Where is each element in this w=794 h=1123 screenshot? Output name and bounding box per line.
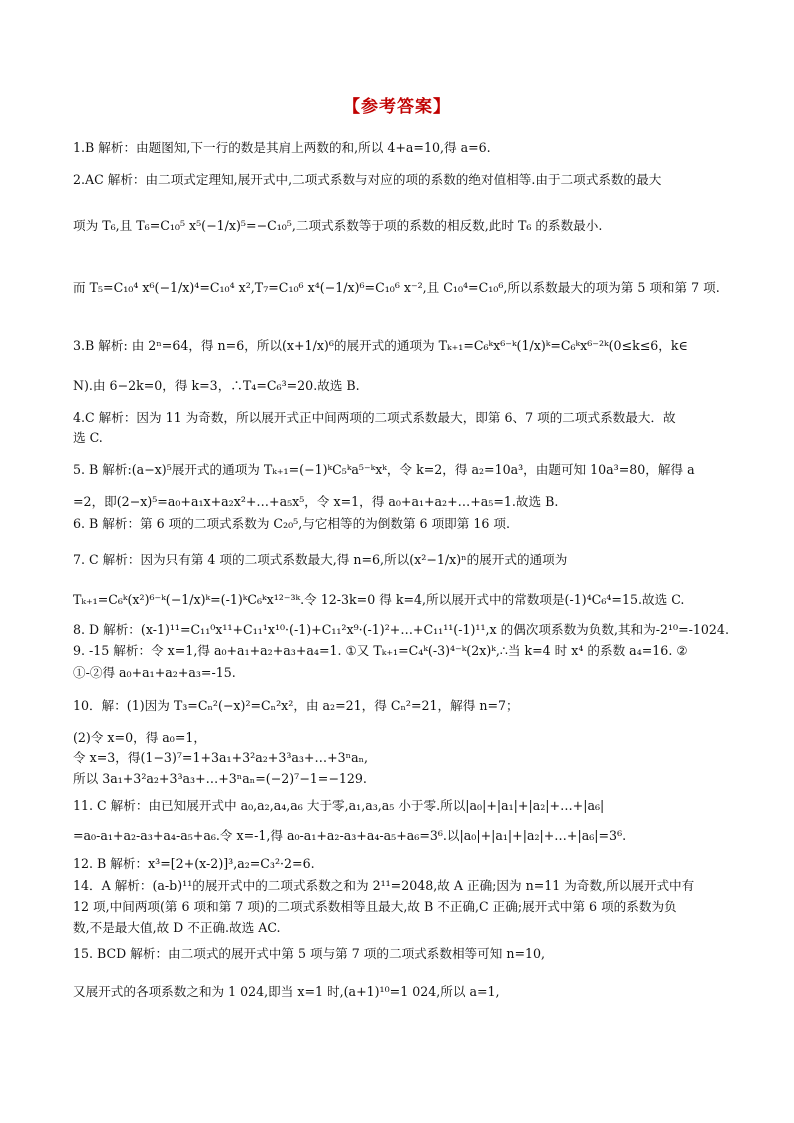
answer-15-line-1: 15. BCD 解析：由二项式的展开式中第 5 项与第 7 项的二项式系数相等可知 n=10, [73, 946, 546, 961]
answer-9-line-2: ①-②得 a₀+a₁+a₂+a₃=-15. [73, 665, 236, 680]
answer-3-line-1: 3.B 解析: 由 2ⁿ=64，得 n=6，所以(x+1/x)⁶的展开式的通项为 Tₖ₊₁=C₆ᵏx⁶⁻ᵏ(1/x)ᵏ=C₆ᵏx⁶⁻²ᵏ(0≤k≤6，k∈ [73, 338, 688, 353]
answer-14-line-1: 14．A 解析：(a-b)¹¹的展开式中的二项式系数之和为 2¹¹=2048,故 A 正确;因为 n=11 为奇数,所以展开式中有 [73, 878, 695, 893]
answer-6-line: 6. B 解析：第 6 项的二项式系数为 C₂₀⁵,与它相等的为倒数第 6 项即第 16 项. [73, 516, 510, 531]
answer-11-line-2: =a₀-a₁+a₂-a₃+a₄-a₅+a₆.令 x=-1,得 a₀-a₁+a₂-a₃+a₄-a₅+a₆=3⁶.以|a₀|+|a₁|+|a₂|+…+|a₆|=3⁶. [73, 828, 627, 843]
answer-8-line: 8. D 解析：(x-1)¹¹=C₁₁⁰x¹¹+C₁₁¹x¹⁰·(-1)+C₁₁²x⁹·(-1)²+…+C₁₁¹¹(-1)¹¹,x 的偶次项系数为负数,其和为-2¹⁰=-1024. [73, 622, 729, 637]
answer-10-line-3: 令 x=3，得(1−3)⁷=1+3a₁+3²a₂+3³a₃+…+3ⁿaₙ, [73, 750, 369, 765]
answer-14-line-2: 12 项,中间两项(第 6 项和第 7 项)的二项式系数相等且最大,故 B 不正确,C 正确;展开式中第 6 项的系数为负 [73, 899, 677, 914]
answer-15-line-2: 又展开式的各项系数之和为 1 024,即当 x=1 时,(a+1)¹⁰=1 024,所以 a=1, [73, 984, 500, 999]
answer-7-line-2: Tₖ₊₁=C₆ᵏ(x²)⁶⁻ᵏ(−1/x)ᵏ=(-1)ᵏC₆ᵏx¹²⁻³ᵏ.令 12-3k=0 得 k=4,所以展开式中的常数项是(-1)⁴C₆⁴=15.故选 C. [73, 592, 685, 607]
answer-2-line-1: 2.AC 解析：由二项式定理知,展开式中,二项式系数与对应的项的系数的绝对值相等.由于二项式系数的最大 [73, 172, 662, 187]
answer-5-line-2: =2，即(2−x)⁵=a₀+a₁x+a₂x²+…+a₅x⁵，令 x=1，得 a₀+a₁+a₂+…+a₅=1.故选 B. [73, 494, 559, 509]
answer-7-line-1: 7. C 解析：因为只有第 4 项的二项式系数最大,得 n=6,所以(x²−1/x)ⁿ的展开式的通项为 [73, 552, 568, 567]
answer-4-line-1: 4.C 解析：因为 11 为奇数，所以展开式正中间两项的二项式系数最大，即第 6、7 项的二项式系数最大．故 [73, 410, 676, 425]
answer-3-line-2: N).由 6−2k=0，得 k=3，∴T₄=C₆³=20.故选 B. [73, 378, 360, 393]
page-title: 【参考答案】 [343, 97, 451, 117]
answer-9-line-1: 9. -15 解析：令 x=1,得 a₀+a₁+a₂+a₃+a₄=1. ①又 Tₖ₊₁=C₄ᵏ(-3)⁴⁻ᵏ(2x)ᵏ,∴当 k=4 时 x⁴ 的系数 a₄=16. ② [73, 643, 688, 658]
answer-4-line-2: 选 C. [73, 430, 103, 445]
answer-12-line: 12. B 解析：x³=[2+(x-2)]³,a₂=C₃²·2=6. [73, 856, 315, 871]
answer-10-line-4: 所以 3a₁+3²a₂+3³a₃+…+3ⁿaₙ=(−2)⁷−1=−129. [73, 771, 367, 786]
answer-2-line-3: 而 T₅=C₁₀⁴ x⁶(−1/x)⁴=C₁₀⁴ x²,T₇=C₁₀⁶ x⁴(−1/x)⁶=C₁₀⁶ x⁻²,且 C₁₀⁴=C₁₀⁶,所以系数最大的项为第 5 项和第 7 项. [73, 280, 720, 295]
answer-5-line-1: 5. B 解析:(a−x)⁵展开式的通项为 Tₖ₊₁=(−1)ᵏC₅ᵏa⁵⁻ᵏxᵏ，令 k=2，得 a₂=10a³，由题可知 10a³=80，解得 a [73, 462, 695, 477]
answer-2-line-2: 项为 T₆,且 T₆=C₁₀⁵ x⁵(−1/x)⁵=−C₁₀⁵,二项式系数等于项的系数的相反数,此时 T₆ 的系数最小. [73, 218, 603, 233]
answer-11-line-1: 11. C 解析：由已知展开式中 a₀,a₂,a₄,a₆ 大于零,a₁,a₃,a₅ 小于零.所以|a₀|+|a₁|+|a₂|+…+|a₆| [73, 798, 605, 813]
answer-10-line-2: (2)令 x=0，得 a₀=1， [73, 730, 207, 745]
answer-1-line: 1.B 解析：由题图知,下一行的数是其肩上两数的和,所以 4+a=10,得 a=6. [73, 140, 491, 155]
answer-10-line-1: 10．解：(1)因为 T₃=Cₙ²(−x)²=Cₙ²x²，由 a₂=21，得 Cₙ²=21，解得 n=7； [73, 698, 519, 713]
answer-14-line-3: 数,不是最大值,故 D 不正确.故选 AC. [73, 920, 281, 935]
